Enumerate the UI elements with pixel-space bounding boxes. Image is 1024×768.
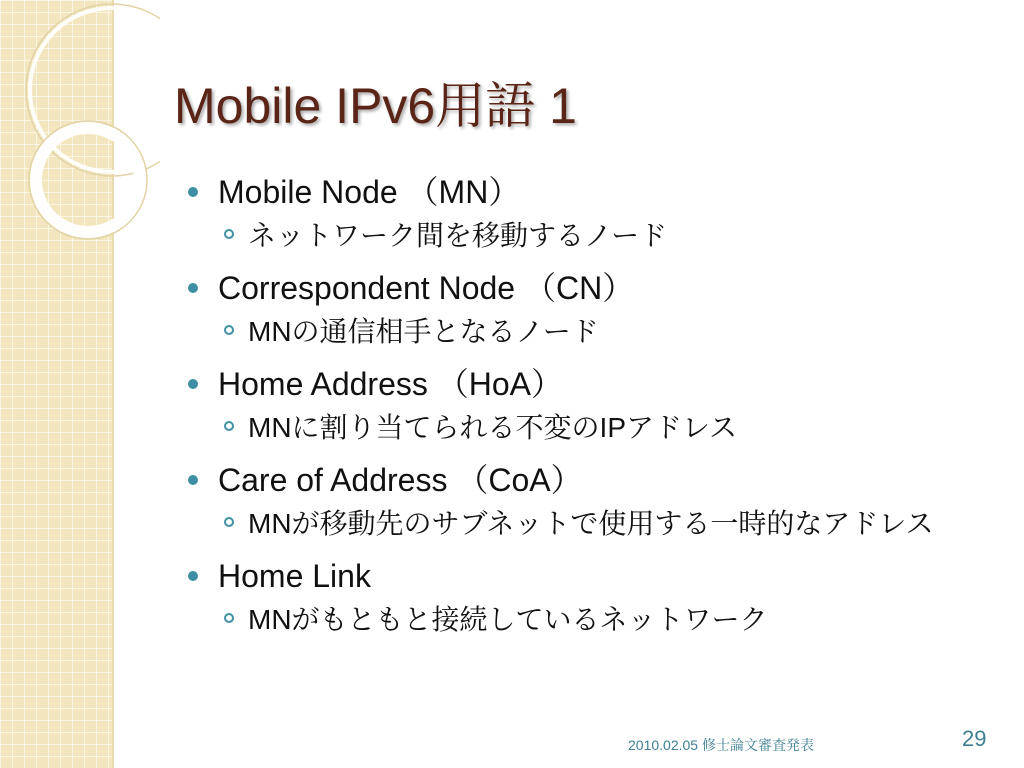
bullet-item <box>188 554 998 598</box>
bullet-item <box>188 266 998 310</box>
bullet-item-label: Mobile Node （MN） <box>218 174 521 210</box>
sub-bullet-icon <box>224 325 234 335</box>
bullet-item-label: Home Link <box>218 558 371 594</box>
bullet-icon <box>188 571 198 581</box>
footer-text: 2010.02.05 修士論文審査発表 <box>628 737 814 753</box>
sub-bullet-label: ネットワーク間を移動するノード <box>248 220 668 251</box>
page-number: 29 <box>962 726 987 751</box>
sub-bullet-icon <box>224 421 234 431</box>
sub-bullet-icon <box>224 229 234 239</box>
slide-title: Mobile IPv6用語 1 <box>174 78 577 134</box>
sub-bullet-item <box>188 314 998 350</box>
bullet-icon <box>188 475 198 485</box>
sub-bullet-label: MNに割り当てられる不変のIPアドレス <box>248 412 738 443</box>
sub-bullet-item <box>188 506 998 542</box>
bullet-item-label: Care of Address （CoA） <box>218 462 583 498</box>
sub-bullet-label: MNが移動先のサブネットで使用する一時的なアドレス <box>248 508 934 539</box>
sub-bullet-icon <box>224 517 234 527</box>
bullet-item-label: Correspondent Node （CN） <box>218 270 635 306</box>
sub-bullet-item <box>188 602 998 638</box>
decorative-circles <box>0 0 160 260</box>
sub-bullet-label: MNの通信相手となるノード <box>248 316 599 347</box>
bullet-item <box>188 362 998 406</box>
sub-bullet-icon <box>224 613 234 623</box>
bullet-icon <box>188 187 198 197</box>
bullet-item <box>188 170 998 214</box>
sub-bullet-item <box>188 410 998 446</box>
bullet-item <box>188 458 998 502</box>
bullet-icon <box>188 283 198 293</box>
bullet-list <box>188 170 998 650</box>
bullet-item-label: Home Address （HoA） <box>218 366 564 402</box>
sub-bullet-item <box>188 218 998 254</box>
sub-bullet-label: MNがもともと接続しているネットワーク <box>248 604 768 635</box>
bullet-icon <box>188 379 198 389</box>
